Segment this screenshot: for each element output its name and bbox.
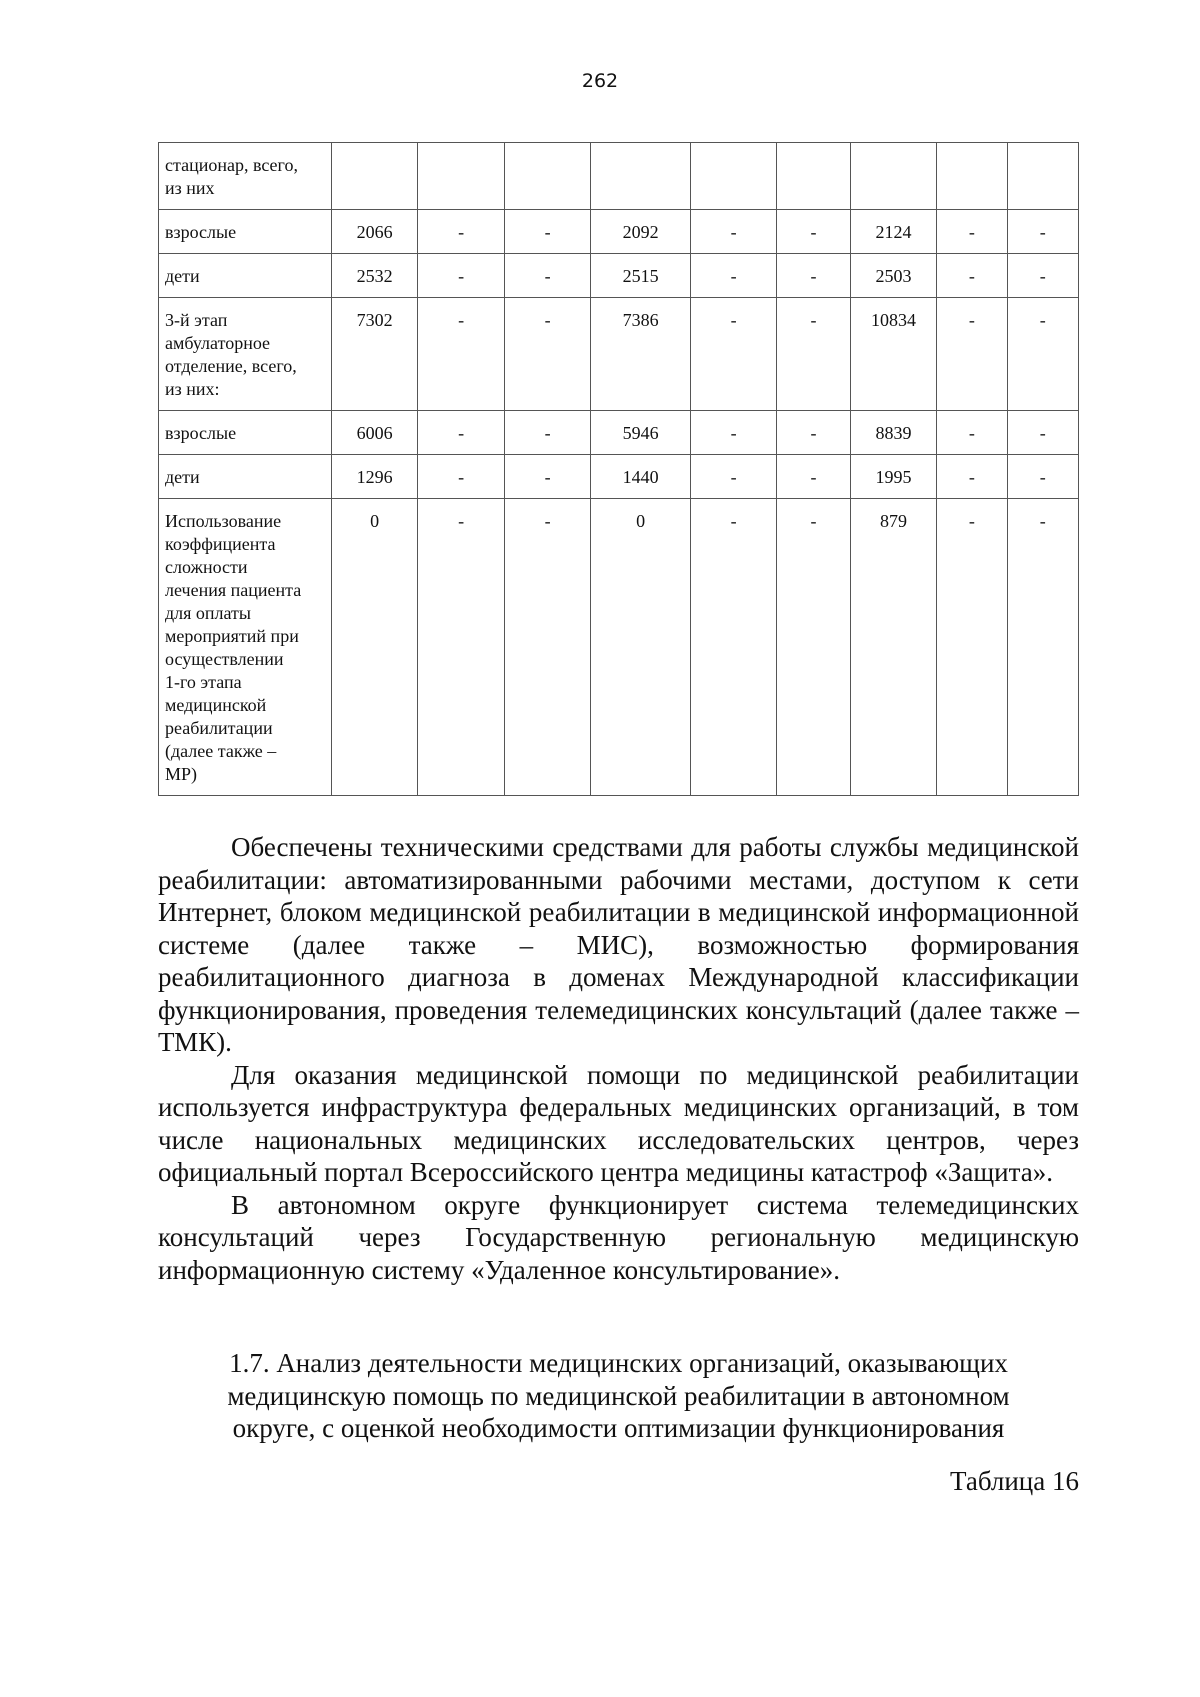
table-cell: - — [690, 411, 776, 455]
rehab-stats-table — [158, 142, 1079, 796]
table-cell: 2515 — [591, 254, 691, 298]
table-cell: - — [504, 254, 590, 298]
table-cell: - — [937, 411, 1007, 455]
table-cell: - — [418, 499, 504, 796]
table-cell: 5946 — [591, 411, 691, 455]
table-cell: 10834 — [850, 298, 936, 411]
section-heading: 1.7. Анализ деятельности медицинских организаций, оказывающих медицинскую помощь по медицинской реабилитации в автономном округе, с оценкой необходимости оптимизации функционирования — [227, 1348, 1010, 1443]
table-cell: - — [418, 210, 504, 254]
table-cell — [418, 143, 504, 210]
table-cell: - — [504, 298, 590, 411]
table-cell: - — [504, 455, 590, 499]
row-label: Использование коэффициента сложности лечения пациента для оплаты мероприятий при осуществлении 1-го этапа медицинской реабилитации (далее также – МР) — [159, 499, 332, 796]
table-cell: - — [1007, 298, 1078, 411]
row-label: дети — [159, 254, 332, 298]
table-cell: 0 — [331, 499, 417, 796]
table-cell: - — [690, 210, 776, 254]
table-cell: - — [777, 298, 850, 411]
table-cell — [690, 143, 776, 210]
table-cell: - — [937, 210, 1007, 254]
paragraph-infrastructure: Для оказания медицинской помощи по медицинской реабилитации используется инфраструктура федеральных медицинских организаций, в том числе национальных медицинских исследовательских центров, через официальный портал Всероссийского центра медицины катастроф «Защита». — [158, 1059, 1079, 1187]
table-cell: - — [937, 254, 1007, 298]
table-cell: - — [504, 411, 590, 455]
table-caption: Таблица 16 — [950, 1466, 1079, 1496]
row-label: дети — [159, 455, 332, 499]
table-cell: - — [1007, 254, 1078, 298]
table-cell: - — [504, 210, 590, 254]
table-row — [159, 143, 1079, 210]
table-cell: - — [777, 254, 850, 298]
table-cell — [331, 143, 417, 210]
table-row — [159, 254, 1079, 298]
table-cell: - — [777, 455, 850, 499]
row-label: взрослые — [159, 411, 332, 455]
body-text — [158, 831, 1079, 1286]
table-cell — [591, 143, 691, 210]
paragraph-equipment: Обеспечены техническими средствами для работы службы медицинской реабилитации: автоматизированными рабочими местами, доступом к сети Интернет, блоком медицинской реабилитации в медицинской информационной системе (далее также – МИС), возможностью формирования реабилитационного диагноза в доменах Международной классификации функционирования, проведения телемедицинских консультаций (далее также – ТМК). — [158, 832, 1079, 1057]
table-cell: - — [418, 298, 504, 411]
row-label: взрослые — [159, 210, 332, 254]
table-cell: - — [1007, 455, 1078, 499]
table-cell: 2503 — [850, 254, 936, 298]
table-cell: 8839 — [850, 411, 936, 455]
table-cell: - — [937, 499, 1007, 796]
table-row — [159, 298, 1079, 411]
table-cell: - — [690, 254, 776, 298]
table-row — [159, 411, 1079, 455]
table-cell: 7386 — [591, 298, 691, 411]
table-cell — [1007, 143, 1078, 210]
table-cell: 1296 — [331, 455, 417, 499]
table-cell: - — [1007, 499, 1078, 796]
table-cell: - — [690, 298, 776, 411]
table-cell: 6006 — [331, 411, 417, 455]
table-row — [159, 210, 1079, 254]
table-cell: - — [777, 499, 850, 796]
table-cell: - — [504, 499, 590, 796]
table-cell: 1995 — [850, 455, 936, 499]
table-cell: 2532 — [331, 254, 417, 298]
table-row — [159, 499, 1079, 796]
table-cell: - — [777, 411, 850, 455]
paragraph-telemedicine: В автономном округе функционирует система телемедицинских консультаций через Государственную региональную медицинскую информационную систему «Удаленное консультирование». — [158, 1189, 1079, 1285]
table-cell: 2066 — [331, 210, 417, 254]
table-cell: - — [1007, 210, 1078, 254]
table-cell: 7302 — [331, 298, 417, 411]
table-cell — [777, 143, 850, 210]
table-cell — [937, 143, 1007, 210]
table-cell: 879 — [850, 499, 936, 796]
page-number: 262 — [581, 70, 619, 92]
table-cell: 2124 — [850, 210, 936, 254]
table-cell: 1440 — [591, 455, 691, 499]
table-cell — [504, 143, 590, 210]
table-cell — [850, 143, 936, 210]
table-cell: - — [937, 298, 1007, 411]
table-cell: - — [1007, 411, 1078, 455]
table-cell: - — [418, 411, 504, 455]
table-cell: - — [418, 455, 504, 499]
table-cell: - — [690, 455, 776, 499]
row-label: стационар, всего, из них — [159, 143, 332, 210]
table-cell: 0 — [591, 499, 691, 796]
table-row — [159, 455, 1079, 499]
table-cell: - — [777, 210, 850, 254]
row-label: 3-й этап амбулаторное отделение, всего, из них: — [159, 298, 332, 411]
table-cell: - — [418, 254, 504, 298]
table-cell: - — [690, 499, 776, 796]
table-cell: - — [937, 455, 1007, 499]
table-cell: 2092 — [591, 210, 691, 254]
